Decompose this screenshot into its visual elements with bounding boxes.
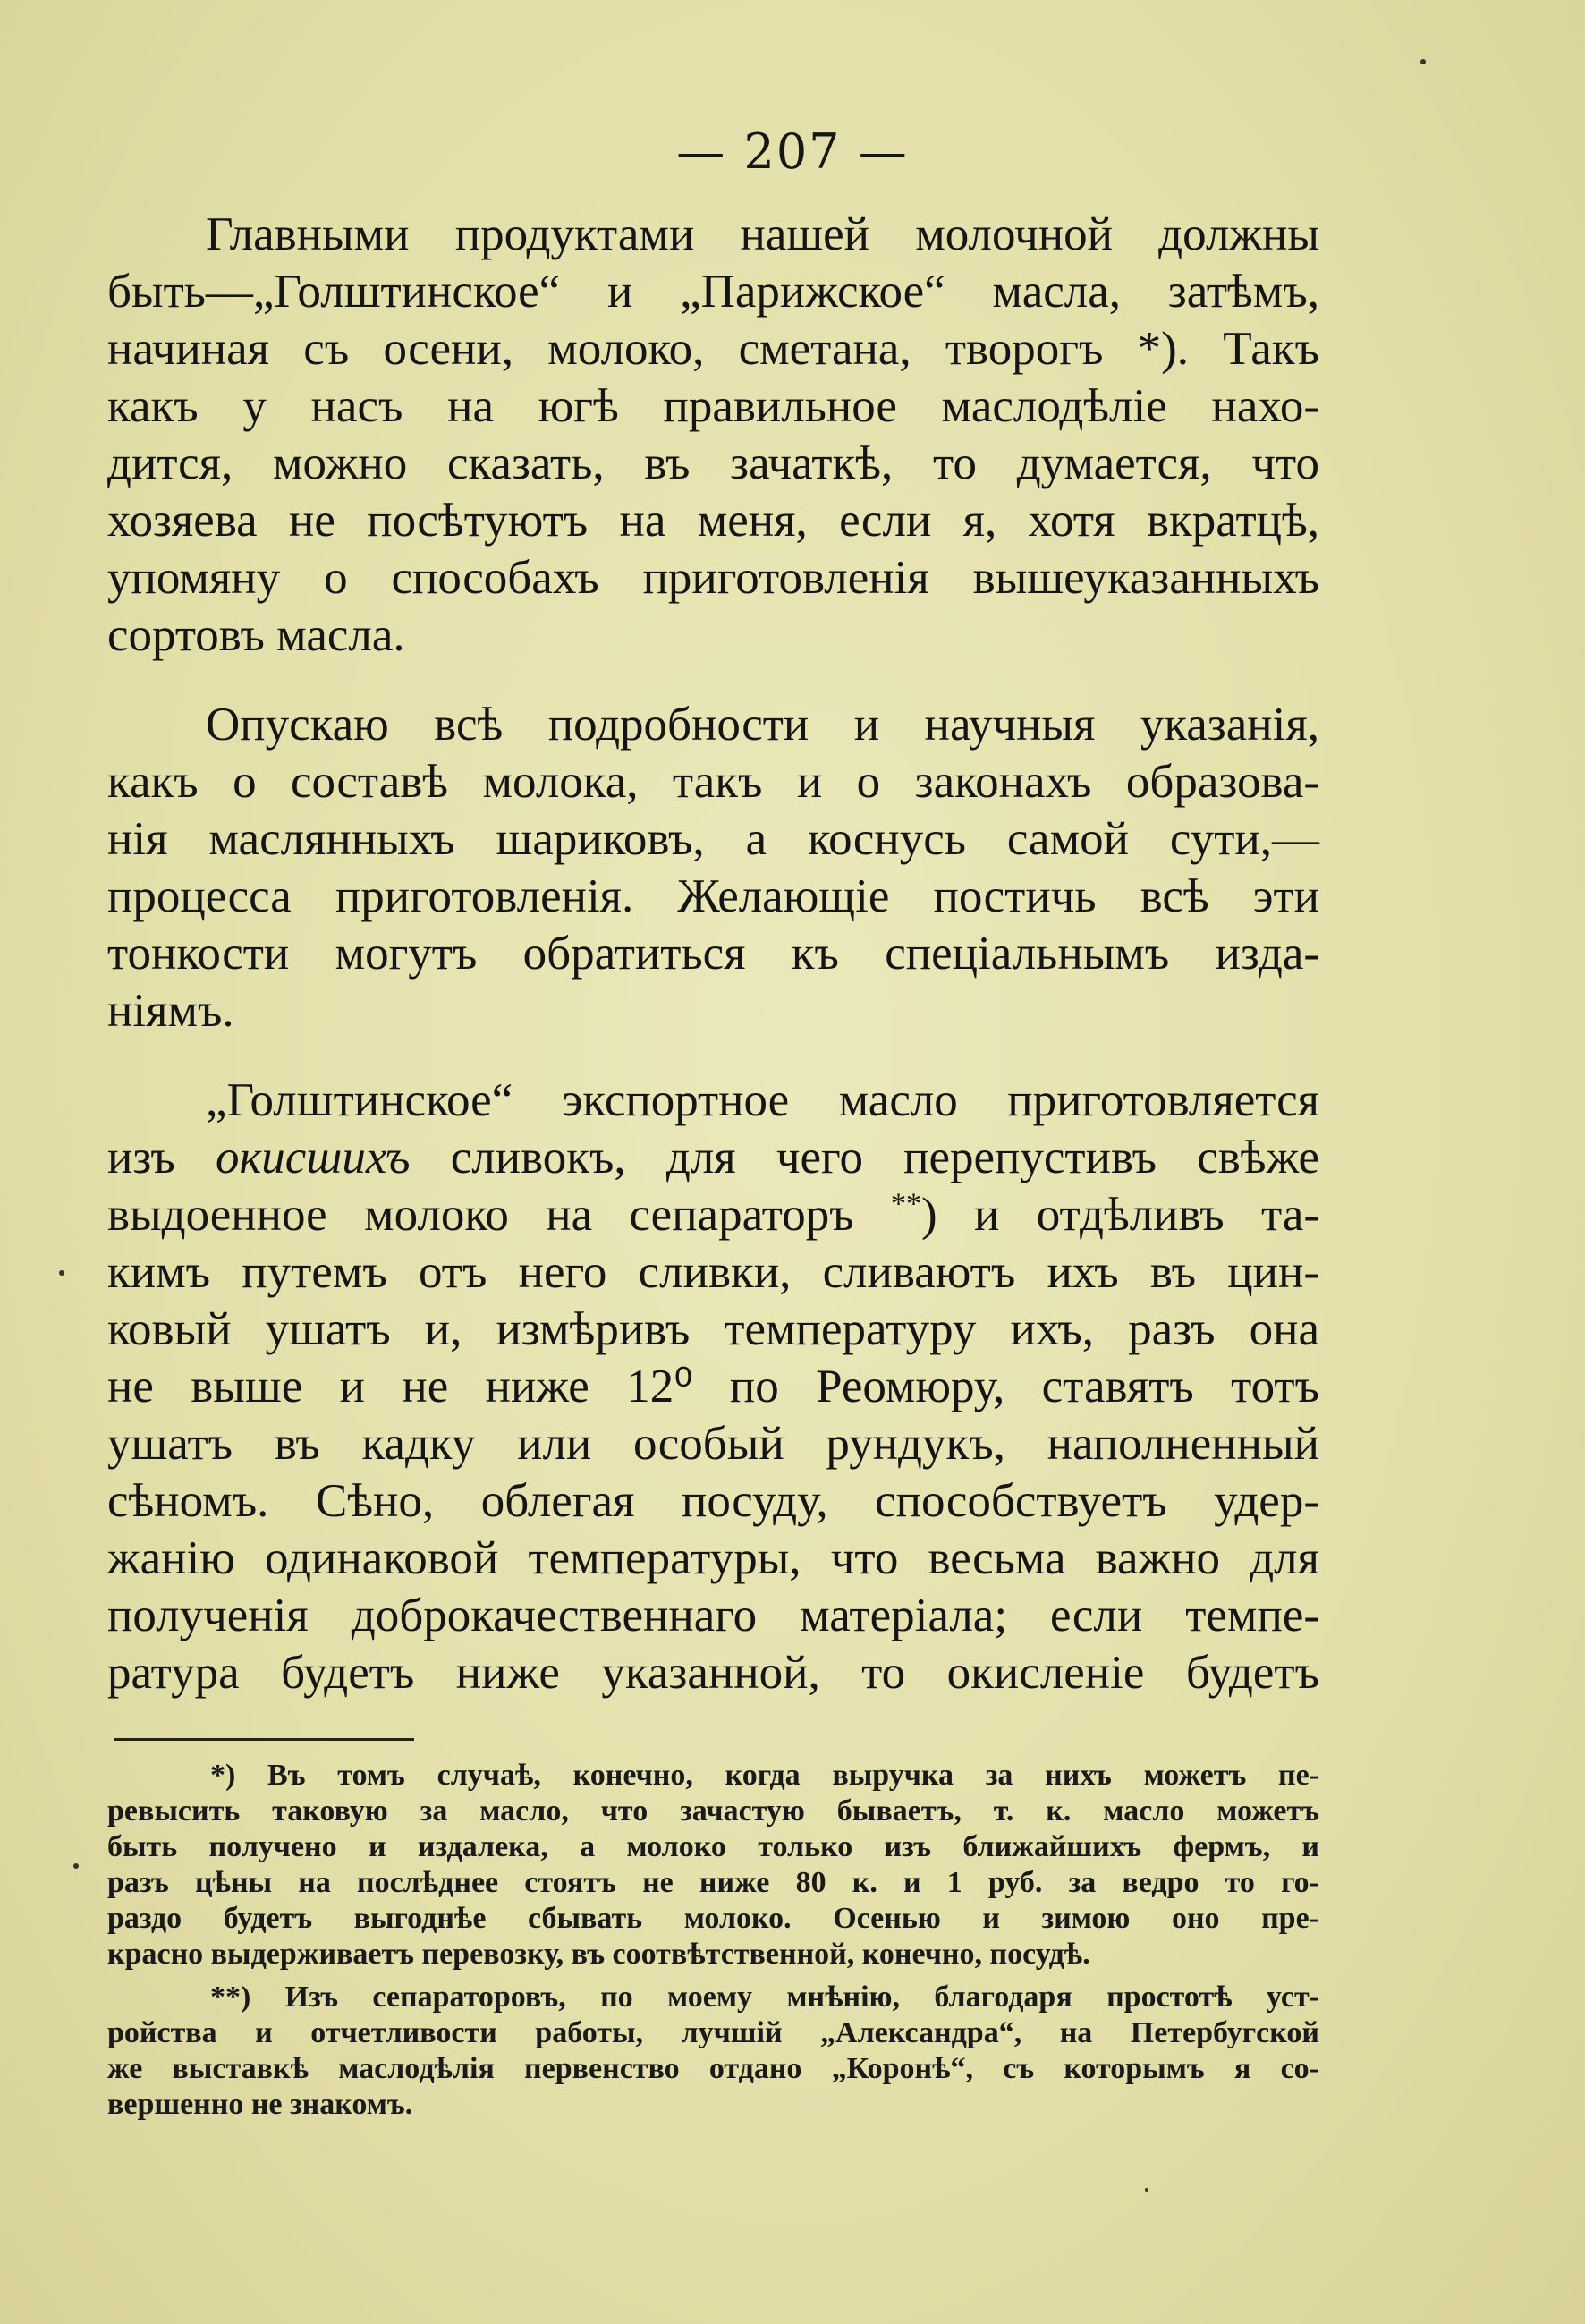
footnote-line: красно выдерживаетъ перевозку, въ соотвѣтственной, конечно, посудѣ. [107, 1938, 1090, 1971]
paper-speck [1420, 59, 1426, 64]
paper-speck [59, 1270, 64, 1276]
text-line: сѣномъ. Сѣно, облегая посуду, способствуетъ удер- [107, 1475, 1319, 1527]
text-line [107, 1129, 1319, 1186]
text-line: сортовъ масла. [107, 609, 405, 661]
footnote-separator [114, 1738, 414, 1741]
text-line: не выше и не ниже 12⁰ по Реомюру, ставятъ тотъ [107, 1361, 1319, 1412]
text-line: Опускаю всѣ подробности и научныя указанія, [206, 699, 1319, 751]
text-line: кимъ путемъ отъ него сливки, сливаютъ ихъ въ цин- [107, 1246, 1319, 1298]
text-line: Главными продуктами нашей молочной должны [206, 208, 1319, 260]
page-number: — 207 — [676, 123, 909, 180]
footnote-line: ревысить таковую за масло, что зачастую бываетъ, т. к. масло можетъ [107, 1794, 1319, 1828]
footnote-line: вершенно не знакомъ. [107, 2088, 413, 2121]
text-line: какъ у насъ на югѣ правильное маслодѣліе нахо- [107, 380, 1319, 432]
text-line: упомяну о способахъ приготовленія вышеуказанныхъ [107, 552, 1319, 604]
footnote-line: же выставкѣ маслодѣлія первенство отдано „Коронѣ“, съ которымъ я со- [107, 2052, 1319, 2085]
footnote-line: быть получено и издалека, а молоко только изъ ближайшихъ фермъ, и [107, 1830, 1319, 1863]
text-fragment: изъ [107, 1132, 175, 1183]
text-line: полученія доброкачественнаго матеріала; если темпе- [107, 1590, 1319, 1641]
paragraph-1 [107, 206, 1319, 664]
footnote-marker: ** [890, 1187, 921, 1221]
text-line: дится, можно сказать, въ зачаткѣ, то думается, что [107, 437, 1319, 489]
text-line: процесса приготовленія. Желающіе постичь всѣ эти [107, 870, 1319, 922]
text-fragment: выдоенное молоко на сепараторъ [107, 1189, 854, 1241]
footnote-line: разъ цѣны на послѣднее стоятъ не ниже 80 к. и 1 руб. за ведро то го- [107, 1866, 1319, 1899]
footnote-line: **) Изъ сепараторовъ, по моему мнѣнію, благодаря простотѣ уст- [210, 1980, 1319, 2014]
text-line: ратура будетъ ниже указанной, то окисленіе будетъ [107, 1647, 1319, 1699]
paragraph-3 [107, 1072, 1319, 1701]
footnote-line: ройства и отчетливости работы, лучшій „Александра“, на Петербугской [107, 2016, 1319, 2049]
text-line: жанію одинаковой температуры, что весьма важно для [107, 1532, 1319, 1584]
text-line: нія маслянныхъ шариковъ, а коснусь самой сути,— [107, 813, 1319, 865]
body-text [107, 206, 1319, 1734]
emphasized-word: окисшихъ [216, 1132, 411, 1183]
text-line: „Голштинское“ экспортное масло приготовляется [206, 1074, 1319, 1126]
text-line: ковый ушатъ и, измѣривъ температуру ихъ, разъ она [107, 1303, 1319, 1355]
paper-speck [1145, 2188, 1148, 2192]
text-line [107, 1186, 1319, 1243]
text-line: тонкости могутъ обратиться къ спеціальнымъ изда- [107, 928, 1319, 980]
footnote-line: *) Въ томъ случаѣ, конечно, когда выручка за нихъ можетъ пе- [210, 1759, 1319, 1792]
footnote-line: раздо будетъ выгоднѣе сбывать молоко. Осенью и зимою оно пре- [107, 1902, 1319, 1935]
text-line: начиная съ осени, молоко, сметана, творогъ *). Такъ [107, 323, 1319, 375]
text-line: быть—„Голштинское“ и „Парижское“ масла, затѣмъ, [107, 266, 1319, 318]
footnote-2 [107, 1980, 1319, 2123]
footnotes [107, 1758, 1319, 2130]
text-line: хозяева не посѣтуютъ на меня, если я, хотя вкратцѣ, [107, 495, 1319, 547]
paper-speck [73, 1863, 79, 1869]
text-line: какъ о составѣ молока, такъ и о законахъ образова- [107, 756, 1319, 808]
text-fragment: сливокъ, для чего перепустивъ свѣже [450, 1132, 1320, 1183]
footnote-1 [107, 1758, 1319, 1972]
text-line: ніямъ. [107, 985, 234, 1037]
text-fragment: ) и отдѣливъ та- [920, 1189, 1320, 1241]
text-line: ушатъ въ кадку или особый рундукъ, наполненный [107, 1418, 1319, 1470]
paragraph-2 [107, 696, 1319, 1039]
